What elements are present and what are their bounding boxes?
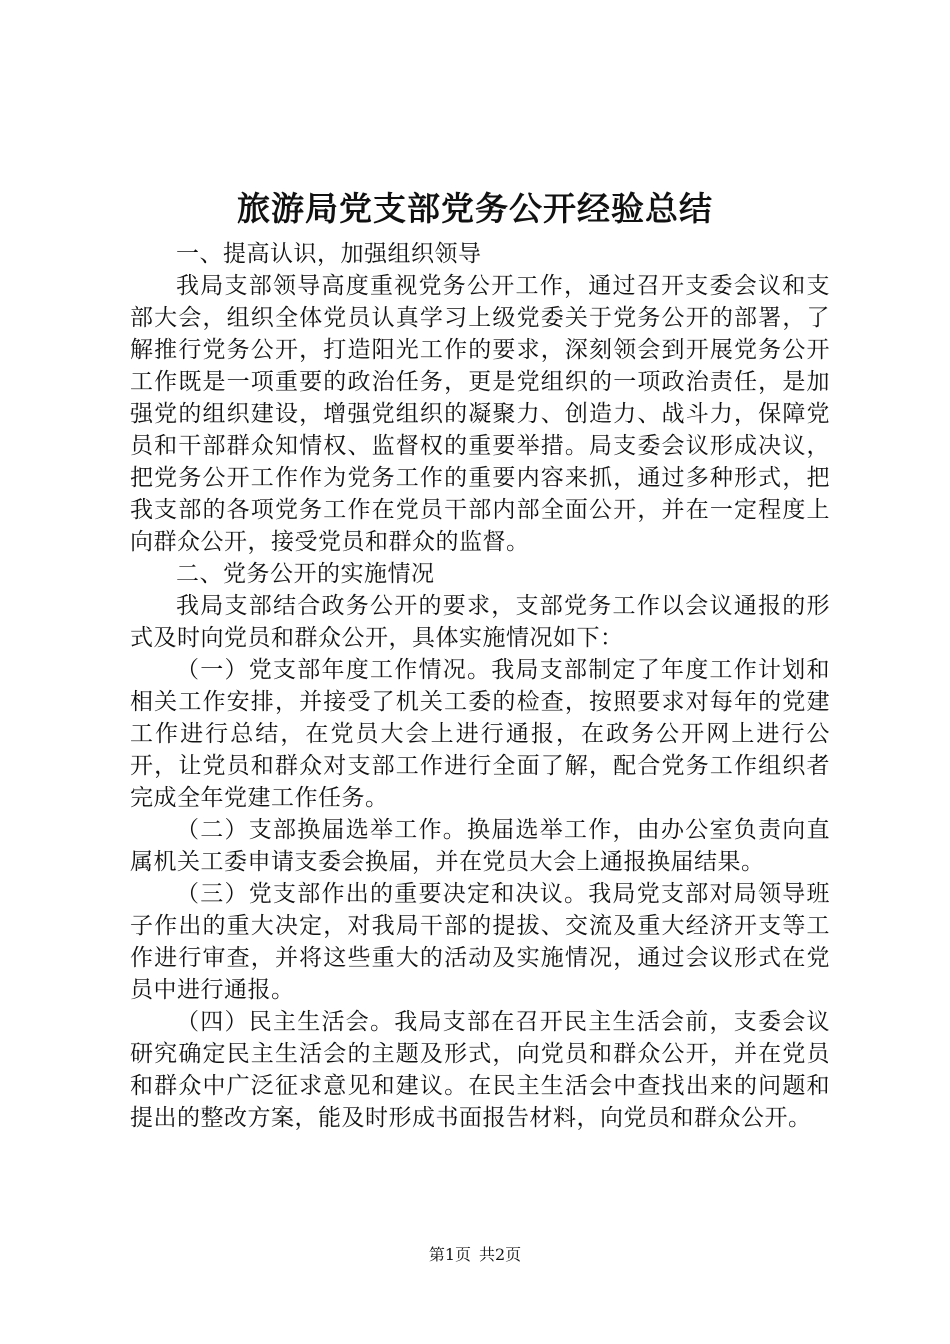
page-footer	[0, 1244, 950, 1266]
document-body	[130, 238, 830, 1134]
page-number-current: 第1页	[428, 1245, 471, 1264]
page-number-total: 共2页	[479, 1245, 522, 1264]
section-heading-2: 二、党务公开的实施情况	[176, 561, 435, 587]
paragraph-3: （一）党支部年度工作情况。我局支部制定了年度工作计划和相关工作安排，并接受了机关工委的检查，按照要求对每年的党建工作进行总结，在党员大会上进行通报，在政务公开网上进行公开，让党员和群众对支部工作进行全面了解，配合党务工作组织者完成全年党建工作任务。	[130, 657, 830, 811]
paragraph-5: （三）党支部作出的重要决定和决议。我局党支部对局领导班子作出的重大决定，对我局干部的提拔、交流及重大经济开支等工作进行审查，并将这些重大的活动及实施情况，通过会议形式在党员中进行通报。	[130, 881, 830, 1003]
section-heading-1: 一、提高认识，加强组织领导	[176, 241, 482, 267]
paragraph-4: （二）支部换届选举工作。换届选举工作，由办公室负责向直属机关工委申请支委会换届，并在党员大会上通报换届结果。	[130, 817, 830, 875]
paragraph-2: 我局支部结合政务公开的要求，支部党务工作以会议通报的形式及时向党员和群众公开，具体实施情况如下：	[130, 593, 830, 651]
paragraph-1: 我局支部领导高度重视党务公开工作，通过召开支委会议和支部大会，组织全体党员认真学习上级党委关于党务公开的部署，了解推行党务公开，打造阳光工作的要求，深刻领会到开展党务公开工作既是一项重要的政治任务，更是党组织的一项政治责任，是加强党的组织建设，增强党组织的凝聚力、创造力、战斗力，保障党员和干部群众知情权、监督权的重要举措。局支委会议形成决议，把党务公开工作作为党务工作的重要内容来抓，通过多种形式，把我支部的各项党务工作在党员干部内部全面公开，并在一定程度上向群众公开，接受党员和群众的监督。	[130, 273, 830, 555]
document-title: 旅游局党支部党务公开经验总结	[237, 189, 713, 228]
paragraph-6: （四）民主生活会。我局支部在召开民主生活会前，支委会议研究确定民主生活会的主题及形式，向党员和群众公开，并在党员和群众中广泛征求意见和建议。在民主生活会中查找出来的问题和提出的整改方案，能及时形成书面报告材料，向党员和群众公开。	[130, 1009, 830, 1131]
